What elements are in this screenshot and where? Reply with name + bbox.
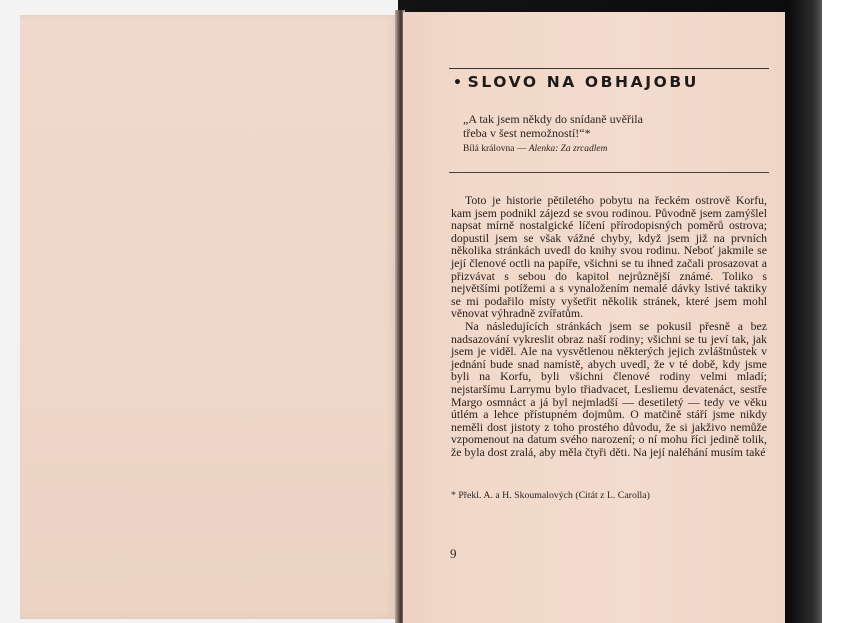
section-rule <box>449 172 769 173</box>
epigraph-line-1: „A tak jsem někdy do snídaně uvěřila <box>463 112 643 126</box>
epigraph-work: Alenka: Za zrcadlem <box>528 144 608 154</box>
right-page <box>403 12 785 623</box>
epigraph-speaker: Bílá královna — <box>463 144 527 154</box>
epigraph-line-2: třeba v šest nemožností!“* <box>463 126 591 140</box>
epigraph-quote <box>463 112 693 140</box>
epigraph-attribution <box>463 144 608 154</box>
right-background <box>822 0 850 623</box>
footnote: * Překl. A. a H. Skoumalových (Citát z L. Carolla) <box>451 490 650 501</box>
paragraph-1: Toto je historie pětiletého pobytu na řeckém ostrově Korfu, kam jsem podnikl zájezd se svou rodinou. Původně jsem zamýšlel napsat mírně nostalgické líčení přírodopisných poměrů ostrova; dopustil jsem se však vážné chyby, když jsem již na prvních několika stránkách uvedl do knihy svou rodinu. Neboť jakmile se její členové octli na papíře, všichni se tu ihned začali prosazovat a přizvávat s sebou do kapitol nejrůznější známé. Toliko s největšími potížemi a s vynaložením nemalé dávky lstivé taktiky se mi podařilo místy vyšetřit několik stránek, které jsem mohl věnovat výhradně zvířatům. <box>451 193 767 321</box>
page-number: 9 <box>450 546 457 561</box>
body-text <box>451 194 767 458</box>
chapter-bullet: • <box>453 75 465 91</box>
book-cover-edge <box>790 0 822 623</box>
paragraph-2: Na následujících stránkách jsem se pokusil přesně a bez nadsazování vykreslit obraz naší rodiny; všichni se tu jeví tak, jak jsem je viděl. Ale na vysvětlenou některých jejich zvláštnůstek v jednání bude snad namístě, abych uvedl, že v té době, kdy jsme byli na Korfu, byli všichni členové rodiny velmi mladí; nejstaršímu Larrymu bylo třiadvacet, Lesliemu devatenáct, sestře Margo osmnáct a já byl nejmladší — desetiletý — tedy ve věku útlém a lehce přístupném dojmům. O matčině stáří jsme nikdy neměli dost jistoty z toho prostého důvodu, že si jakživo nemůže vzpomenout na datum svého narození; o ní mohu říci jedině tolik, že byla dost zralá, aby měla čtyři děti. Na její naléhání musím také <box>451 318 767 459</box>
header-rule <box>449 68 769 69</box>
chapter-title-text: SLOVO NA OBHAJOBU <box>467 73 699 91</box>
left-page-blank <box>20 15 396 619</box>
chapter-title <box>453 73 699 91</box>
